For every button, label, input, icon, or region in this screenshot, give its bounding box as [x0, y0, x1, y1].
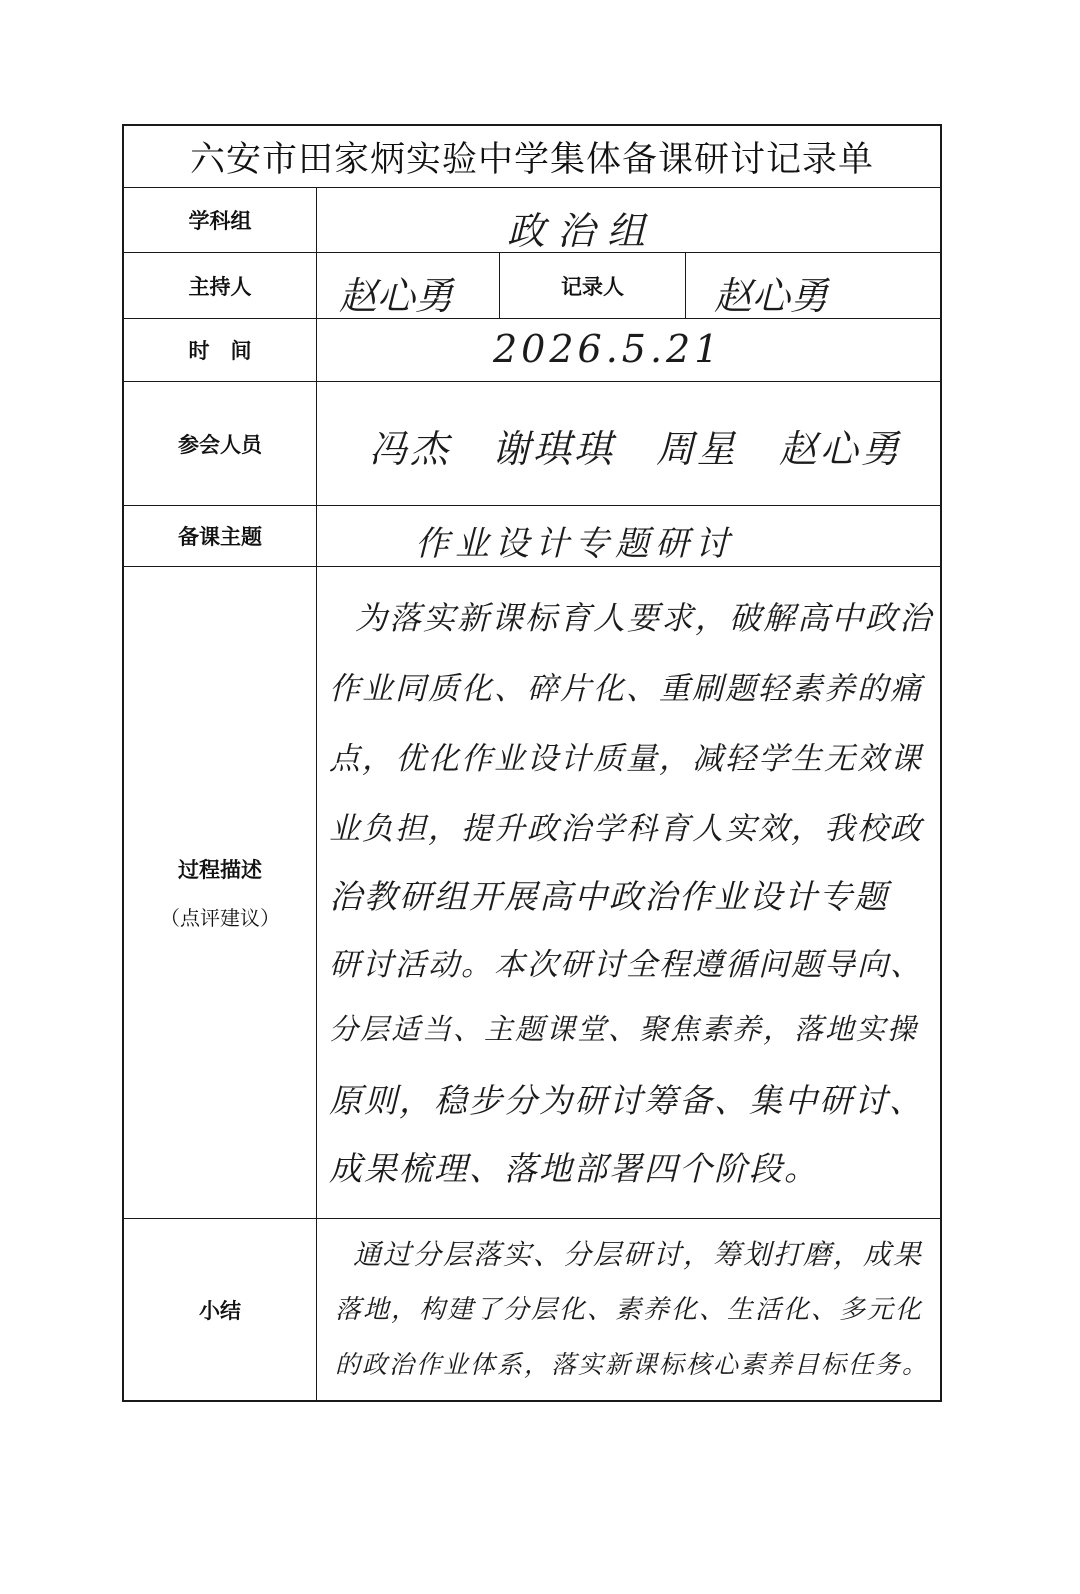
- cell-summary: [317, 1219, 944, 1400]
- cell-time: [317, 319, 944, 381]
- label-topic: 备课主题: [124, 506, 317, 566]
- row-participants: [124, 382, 940, 506]
- cell-process: [317, 567, 944, 1218]
- row-host-recorder: [124, 253, 940, 319]
- label-process: [124, 567, 317, 1218]
- row-subject-group: [124, 188, 940, 253]
- form-title: 六安市田家炳实验中学集体备课研讨记录单: [124, 126, 940, 188]
- cell-topic: [317, 506, 944, 566]
- process-line: 点，优化作业设计质量，减轻学生无效课: [329, 741, 923, 777]
- label-participants: 参会人员: [124, 382, 317, 505]
- label-process-main: 过程描述: [178, 858, 262, 882]
- topic-value: 作业设计专题研讨: [415, 524, 735, 564]
- recorder-value: 赵心勇: [714, 274, 829, 318]
- summary-line: 的政治作业体系，落实新课标核心素养目标任务。: [335, 1350, 930, 1379]
- label-process-sub: （点评建议）: [160, 906, 280, 930]
- cell-recorder: [686, 253, 944, 318]
- process-line: 业负担，提升政治学科育人实效，我校政: [329, 811, 923, 847]
- row-process: [124, 567, 940, 1219]
- label-recorder: 记录人: [500, 253, 686, 318]
- summary-line: 落地，构建了分层化、素养化、生活化、多元化: [335, 1295, 924, 1325]
- cell-subject-group: [317, 188, 944, 252]
- process-line: 成果梳理、落地部署四个阶段。: [329, 1149, 819, 1188]
- record-form: [122, 124, 942, 1402]
- label-summary: 小结: [124, 1219, 317, 1400]
- process-line: 为落实新课标育人要求，破解高中政治: [355, 599, 934, 637]
- cell-participants: [317, 382, 944, 505]
- subject-group-value: 政治组: [507, 209, 658, 253]
- cell-host: [317, 253, 500, 318]
- label-host: 主持人: [124, 253, 317, 318]
- row-summary: [124, 1219, 940, 1400]
- label-subject-group: 学科组: [124, 188, 317, 252]
- process-line: 研讨活动。本次研讨全程遵循问题导向、: [329, 947, 923, 983]
- process-line: 治教研组开展高中政治作业设计专题: [329, 877, 889, 916]
- label-time: 时 间: [124, 319, 317, 381]
- row-time: [124, 319, 940, 382]
- row-topic: [124, 506, 940, 567]
- time-value: 2026.5.21: [493, 327, 723, 371]
- participants-value: 冯杰 谢琪琪 周星 赵心勇: [369, 427, 903, 471]
- process-line: 分层适当、主题课堂、聚焦素养，落地实操: [329, 1012, 919, 1046]
- summary-line: 通过分层落实、分层研讨，筹划打磨，成果: [353, 1238, 924, 1271]
- host-value: 赵心勇: [339, 274, 454, 318]
- process-line: 原则，稳步分为研讨筹备、集中研讨、: [329, 1081, 924, 1120]
- process-line: 作业同质化、碎片化、重刷题轻素养的痛: [329, 671, 923, 707]
